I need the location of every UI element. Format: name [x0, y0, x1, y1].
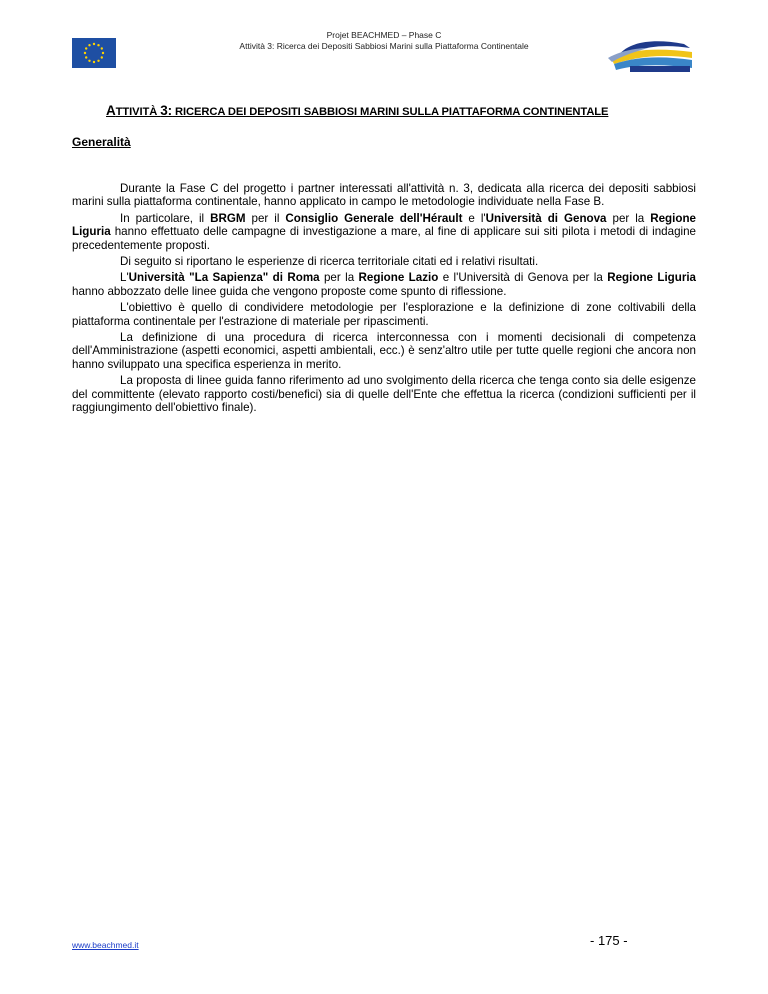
p4-sapienza: Università "La Sapienza" di Roma	[128, 271, 320, 285]
title-number: 3:	[160, 103, 173, 118]
website-link[interactable]: www.beachmed.it	[72, 940, 139, 950]
paragraph-3: Di seguito si riportano le esperienze di ricerca territoriale citati ed i relativi risultati.	[120, 255, 539, 269]
p4-lazio: Regione Lazio	[358, 271, 439, 285]
paragraph-7: La proposta di linee guida fanno riferimento ad uno svolgimento della ricerca che tenga conto sia delle esigenze del committente (elevato rapporto costi/benefici) sia di quelle dell'Ente che effettua la ricerca (condizioni sufficienti per il raggiungimento dell'obiettivo finale).	[72, 374, 696, 415]
p2-text-i: hanno effettuato delle campagne di investigazione a mare, al fine di applicare sui siti pilota i metodi di indagine precedentemente proposti.	[72, 225, 696, 252]
title-rest: RICERCA DEI DEPOSITI SABBIOSI MARINI SULLA PIATTAFORMA CONTINENTALE	[172, 106, 609, 118]
page-header	[0, 0, 768, 80]
body-text	[72, 182, 696, 418]
title-word: TTIVITÀ	[115, 106, 161, 118]
p2-text-g: per la	[606, 211, 651, 225]
running-header	[160, 30, 608, 52]
page-title	[106, 103, 706, 118]
eu-flag-icon	[72, 38, 116, 68]
paragraph-6: La definizione di una procedura di ricerca interconnessa con i momenti decisionali di competenza dell'Amministrazione (aspetti economici, aspetti ambientali, ecc.) è senz'altro utile per tutte quelle regioni che ancora non hanno sviluppato una specifica esperienza in merito.	[72, 331, 696, 371]
paragraph-5: L'obiettivo è quello di condividere metodologie per l'esplorazione e la definizione di zone coltivabili della piattaforma continentale per l'estrazione di materiale per ripascimenti.	[72, 301, 696, 328]
page-number: - 175 -	[590, 933, 628, 948]
p2-liguria: Regione Liguria	[72, 211, 696, 239]
p4-text-g: hanno abbozzato delle linee guida che vengono proposte come spunto di riflessione.	[72, 284, 507, 298]
p2-text-e: e l'	[462, 211, 486, 225]
paragraph-2	[72, 212, 696, 252]
section-heading: Generalità	[72, 135, 131, 149]
p2-genova: Università di Genova	[485, 211, 607, 225]
header-activity-line: Attività 3: Ricerca dei Depositi Sabbiosi Marini sulla Piattaforma Continentale	[239, 41, 529, 51]
beachmed-logo-icon	[604, 34, 698, 74]
p4-text-c: per la	[319, 271, 359, 285]
p4-text-a: L'	[120, 271, 129, 285]
paragraph-1: Durante la Fase C del progetto i partner interessati all'attività n. 3, dedicata alla ricerca dei depositi sabbiosi marini sulla piattaforma continentale, hanno applicato in campo le metodologie individuate nella Fase B.	[72, 182, 696, 209]
p2-brgm: BRGM	[210, 211, 246, 225]
p4-text-e: e l'Università di Genova per la	[438, 271, 608, 285]
p2-herault: Consiglio Generale dell'Hérault	[285, 211, 463, 225]
paragraph-4	[72, 271, 696, 298]
header-project-line: Projet BEACHMED – Phase C	[326, 30, 442, 40]
title-initial: A	[106, 103, 116, 118]
p4-liguria: Regione Liguria	[607, 271, 697, 285]
p2-text-c: per il	[245, 211, 286, 225]
p2-text-a: In particolare, il	[120, 211, 211, 225]
